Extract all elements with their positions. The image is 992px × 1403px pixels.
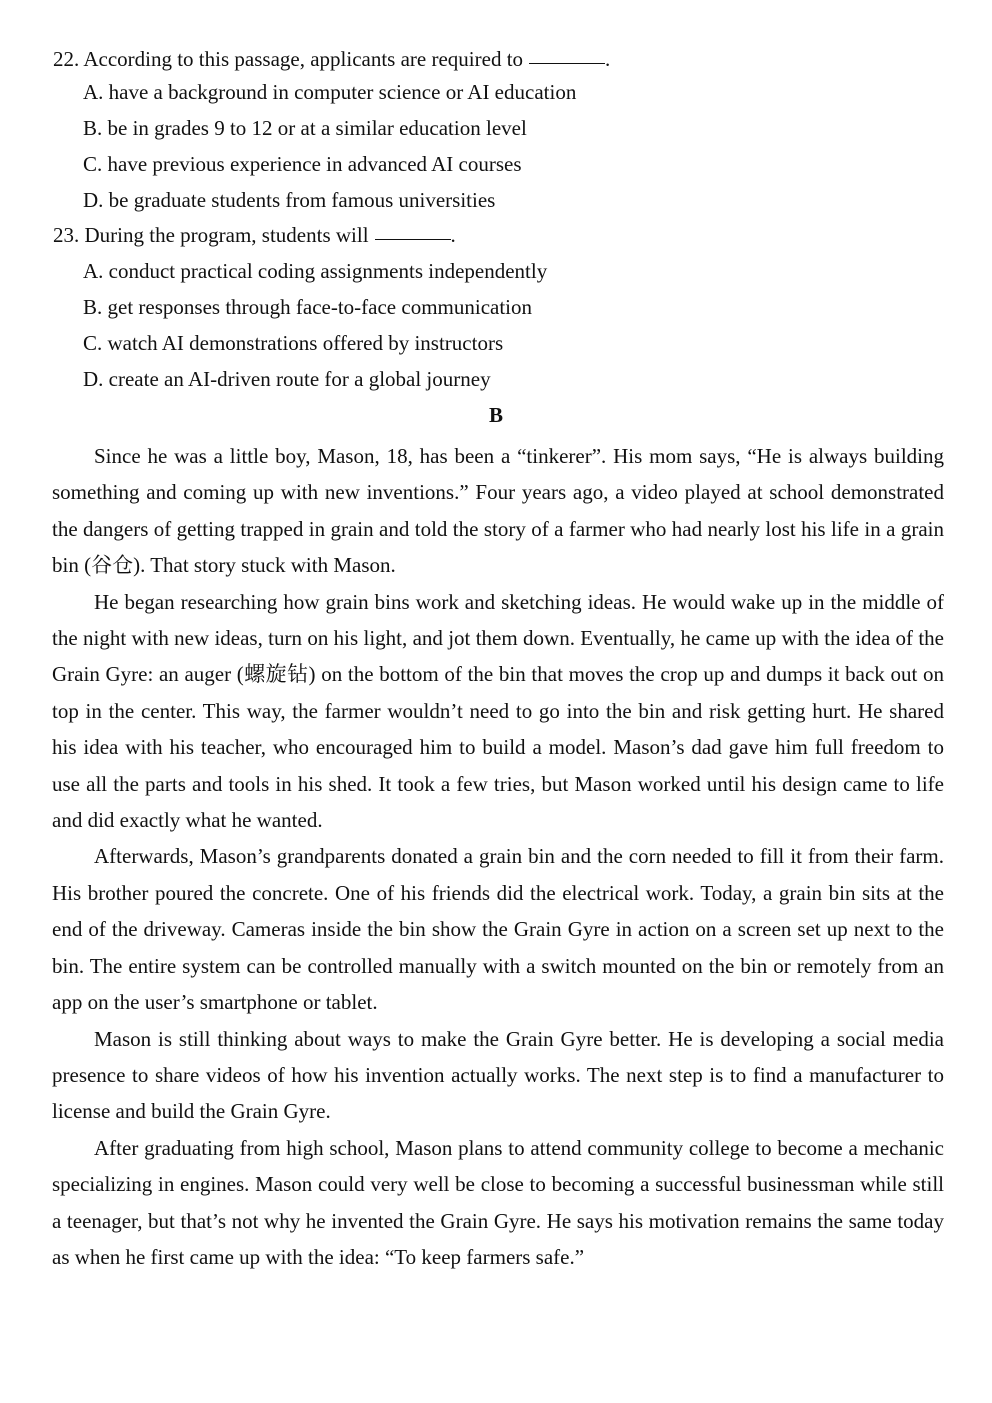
reading-passage <box>52 438 944 1275</box>
question-22: 22. According to this passage, applicants are required to . <box>53 47 611 71</box>
passage-paragraph-4: Mason is still thinking about ways to make the Grain Gyre better. He is developing a social media presence to share videos of how his invention actually works. The next step is to find a manufacturer to license and build the Grain Gyre. <box>52 1026 944 1124</box>
question-22-options <box>83 80 576 224</box>
option-22-d: D. be graduate students from famous universities <box>83 188 496 212</box>
option-23-a: A. conduct practical coding assignments independently <box>83 259 548 283</box>
option-23-c: C. watch AI demonstrations offered by instructors <box>83 331 504 355</box>
question-22-stem: 22. According to this passage, applicants are required to <box>53 47 524 71</box>
answer-blank <box>529 62 605 64</box>
question-23: 23. During the program, students will . <box>53 223 456 247</box>
passage-paragraph-2: He began researching how grain bins work and sketching ideas. He would wake up in the middle of the night with new ideas, turn on his light, and jot them down. Eventually, he came up with the idea of the Grain Gyre: an auger (螺旋钻) on the bottom of the bin that moves the crop up and dumps it back out on top in the center. This way, the farmer wouldn’t need to go into the bin and risk getting hurt. He shared his idea with his teacher, who encouraged him to build a model. Mason’s dad gave him full freedom to use all the parts and tools in his shed. It took a few tries, but Mason worked until his design came to life and did exactly what he wanted. <box>52 589 944 833</box>
question-23-stem: 23. During the program, students will <box>53 223 369 247</box>
option-23-d: D. create an AI-driven route for a global journey <box>83 367 491 391</box>
option-22-c: C. have previous experience in advanced AI courses <box>83 152 522 176</box>
passage-paragraph-1: Since he was a little boy, Mason, 18, has been a “tinkerer”. His mom says, “He is always building something and coming up with new inventions.” Four years ago, a video played at school demonstrated the dangers of getting trapped in grain and told the story of a farmer who had nearly lost his life in a grain bin (谷仓). That story stuck with Mason. <box>52 444 944 578</box>
section-heading: B <box>488 403 503 427</box>
option-22-a: A. have a background in computer science or AI education <box>83 80 577 104</box>
answer-blank <box>375 238 451 240</box>
passage-paragraph-3: Afterwards, Mason’s grandparents donated a grain bin and the corn needed to fill it from their farm. His brother poured the concrete. One of his friends did the electrical work. Today, a grain bin sits at the end of the driveway. Cameras inside the bin show the Grain Gyre in action on a screen set up next to the bin. The entire system can be controlled manually with a switch mounted on the bin or remotely from an app on the user’s smartphone or tablet. <box>52 844 944 1015</box>
question-23-options <box>83 259 547 403</box>
option-22-b: B. be in grades 9 to 12 or at a similar education level <box>83 116 527 140</box>
passage-paragraph-5: After graduating from high school, Mason plans to attend community college to become a mechanic specializing in engines. Mason could very well be close to becoming a successful businessman while still a teenager, but that’s not why he invented the Grain Gyre. He says his motivation remains the same today as when he first came up with the idea: “To keep farmers safe.” <box>52 1135 944 1269</box>
option-23-b: B. get responses through face-to-face communication <box>83 295 533 319</box>
